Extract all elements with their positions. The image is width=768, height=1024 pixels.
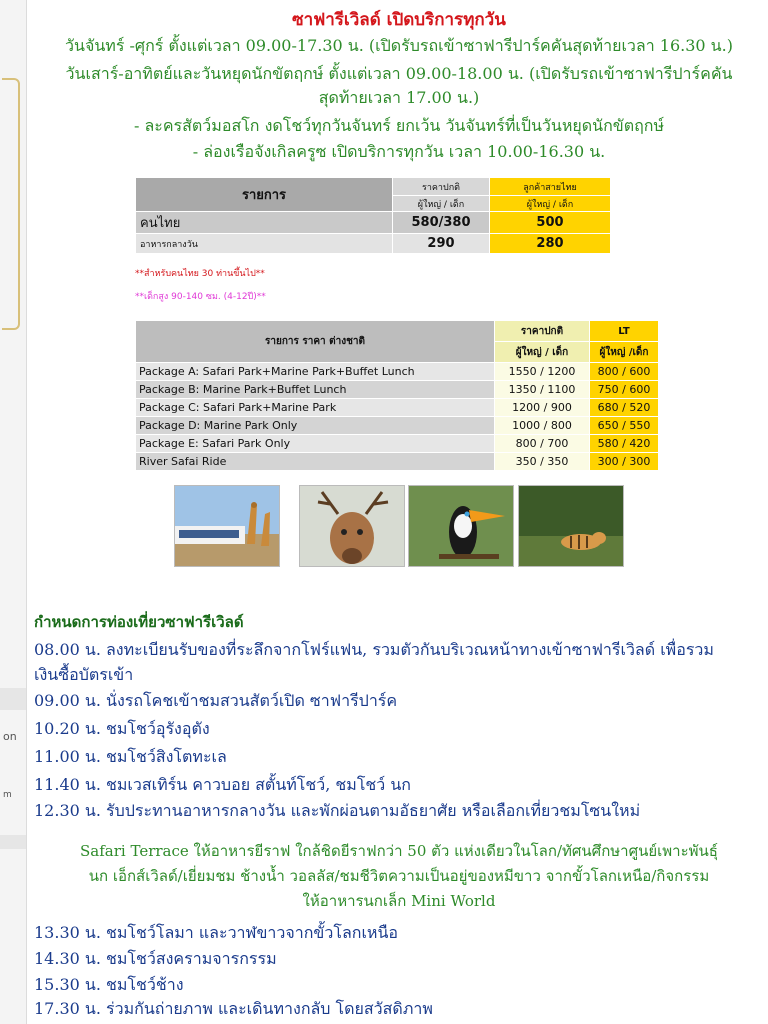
safari-line: Safari Terrace ให้อาหารยีราฟ ใกล้ชิดยีราฟกว่า 50 ตัว แห่งเดียวในโลก/ทัศนศึกษาศูนย์เพาะพันธุ์ bbox=[80, 842, 718, 860]
schedule-item: 15.30 น. ชมโชว์ช้าง bbox=[34, 975, 184, 994]
deer-photo bbox=[299, 485, 405, 567]
package-label: Package B: Marine Park+Buffet Lunch bbox=[136, 381, 495, 399]
info-line: สุดท้ายเวลา 17.00 น.) bbox=[318, 88, 480, 107]
package-normal-price: 350 / 350 bbox=[495, 453, 590, 471]
column-subheader: ผู้ใหญ่ / เด็ก bbox=[490, 196, 611, 212]
table-note: **เด็กสูง 90-140 ซม. (4-12ปี)** bbox=[135, 292, 266, 302]
row-label: อาหารกลางวัน bbox=[136, 234, 393, 254]
frame-decoration bbox=[2, 78, 20, 330]
row-value: 500 bbox=[490, 212, 611, 234]
package-normal-price: 1000 / 800 bbox=[495, 417, 590, 435]
package-label: Package D: Marine Park Only bbox=[136, 417, 495, 435]
schedule-item: 10.20 น. ชมโชว์อุรังอุตัง bbox=[34, 719, 210, 738]
safari-terrace-description bbox=[30, 839, 768, 914]
safari-line: นก เอ็กส์เวิลด์/เยี่ยมชม ช้างน้ำ วอลลัส/ชมชีวิตความเป็นอยู่ของหมีขาว จากขั้วโลกเหนือ/กิจกรรม bbox=[88, 867, 710, 885]
package-normal-price: 800 / 700 bbox=[495, 435, 590, 453]
schedule-item: 09.00 น. นั่งรถโคชเข้าชมสวนสัตว์เปิด ซาฟารีปาร์ค bbox=[34, 691, 398, 710]
row-value: 280 bbox=[490, 234, 611, 254]
table-row bbox=[136, 399, 659, 417]
schedule-item: 17.30 น. ร่วมกันถ่ายภาพ และเดินทางกลับ โดยสวัสดิภาพ bbox=[34, 999, 433, 1018]
column-header: ราคาปกติ bbox=[495, 321, 590, 342]
table-row bbox=[136, 417, 659, 435]
column-subheader: ผู้ใหญ่ / เด็ก bbox=[393, 196, 490, 212]
table-row bbox=[136, 234, 611, 254]
package-lt-price: 580 / 420 bbox=[590, 435, 659, 453]
schedule-item: 14.30 น. ชมโชว์สงครามจารกรรม bbox=[34, 949, 277, 968]
toucan-photo bbox=[408, 485, 514, 567]
schedule-item: 13.30 น. ชมโชว์โลมา และวาฬขาวจากขั้วโลกเหนือ bbox=[34, 923, 398, 942]
thai-price-table bbox=[135, 177, 611, 254]
table-note: **สำหรับคนไทย 30 ท่านขึ้นไป** bbox=[135, 269, 265, 279]
row-value: 290 bbox=[393, 234, 490, 254]
package-label: Package A: Safari Park+Marine Park+Buffet Lunch bbox=[136, 363, 495, 381]
gutter-text: on bbox=[3, 730, 17, 743]
safari-line: ให้อาหารนกเล็ก Mini World bbox=[302, 892, 496, 910]
package-lt-price: 750 / 600 bbox=[590, 381, 659, 399]
gutter-bar bbox=[0, 688, 26, 710]
schedule-item: 11.00 น. ชมโชว์สิงโตทะเล bbox=[34, 747, 227, 766]
info-line: วันจันทร์ -ศุกร์ ตั้งแต่เวลา 09.00-17.30 น. (เปิดรับรถเข้าซาฟารีปาร์คคันสุดท้ายเวลา 16.30 น.) bbox=[65, 36, 733, 55]
table-row bbox=[136, 453, 659, 471]
table-header: รายการ bbox=[136, 178, 393, 212]
table-row bbox=[136, 435, 659, 453]
package-normal-price: 1200 / 900 bbox=[495, 399, 590, 417]
column-header: ลูกค้าสายไทย bbox=[490, 178, 611, 196]
giraffe-photo bbox=[174, 485, 280, 567]
gutter-text: m bbox=[3, 790, 12, 800]
gutter-bar bbox=[0, 835, 26, 849]
column-header: LT bbox=[590, 321, 659, 342]
page-title: ซาฟารีเวิลด์ เปิดบริการทุกวัน bbox=[292, 10, 506, 30]
schedule-item: 08.00 น. ลงทะเบียนรับของที่ระลึกจากโฟร์แฟน, รวมตัวกันบริเวณหน้าทางเข้าซาฟารีเวิลด์ เพื่อรวม bbox=[34, 640, 714, 659]
info-line: - ละครสัตว์มอสโก งดโชว์ทุกวันจันทร์ ยกเว้น วันจันทร์ที่เป็นวันหยุดนักขัตฤกษ์ bbox=[133, 116, 665, 135]
table-row bbox=[136, 363, 659, 381]
table-row bbox=[136, 212, 611, 234]
schedule-title: กำหนดการท่องเที่ยวซาฟารีเวิลด์ bbox=[34, 613, 244, 631]
row-value: 580/380 bbox=[393, 212, 490, 234]
row-label: คนไทย bbox=[136, 212, 393, 234]
table-row bbox=[136, 381, 659, 399]
foreign-price-table bbox=[135, 320, 659, 471]
left-gutter bbox=[0, 0, 27, 1024]
package-lt-price: 650 / 550 bbox=[590, 417, 659, 435]
table-header: รายการ ราคา ต่างชาติ bbox=[136, 321, 495, 363]
package-lt-price: 680 / 520 bbox=[590, 399, 659, 417]
package-label: Package C: Safari Park+Marine Park bbox=[136, 399, 495, 417]
package-normal-price: 1350 / 1100 bbox=[495, 381, 590, 399]
schedule-item: เงินซื้อบัตรเข้า bbox=[34, 665, 134, 684]
info-line: - ล่องเรือจังเกิลครูซ เปิดบริการทุกวัน เวลา 10.00-16.30 น. bbox=[192, 142, 606, 161]
info-line: วันเสาร์-อาทิตย์และวันหยุดนักขัตฤกษ์ ตั้งแต่เวลา 09.00-18.00 น. (เปิดรับรถเข้าซาฟารีปาร์คคัน bbox=[65, 64, 733, 83]
column-subheader: ผู้ใหญ่ /เด็ก bbox=[590, 342, 659, 363]
package-label: Package E: Safari Park Only bbox=[136, 435, 495, 453]
column-header: ราคาปกติ bbox=[393, 178, 490, 196]
package-lt-price: 800 / 600 bbox=[590, 363, 659, 381]
column-subheader: ผู้ใหญ่ / เด็ก bbox=[495, 342, 590, 363]
schedule-item: 11.40 น. ชมเวสเทิร์น คาวบอย สตั้นท์โชว์, ชมโชว์ นก bbox=[34, 775, 411, 794]
package-normal-price: 1550 / 1200 bbox=[495, 363, 590, 381]
tiger-photo bbox=[518, 485, 624, 567]
package-lt-price: 300 / 300 bbox=[590, 453, 659, 471]
schedule-item: 12.30 น. รับประทานอาหารกลางวัน และพักผ่อนตามอัธยาศัย หรือเลือกเที่ยวชมโซนใหม่ bbox=[34, 801, 641, 820]
package-label: River Safai Ride bbox=[136, 453, 495, 471]
